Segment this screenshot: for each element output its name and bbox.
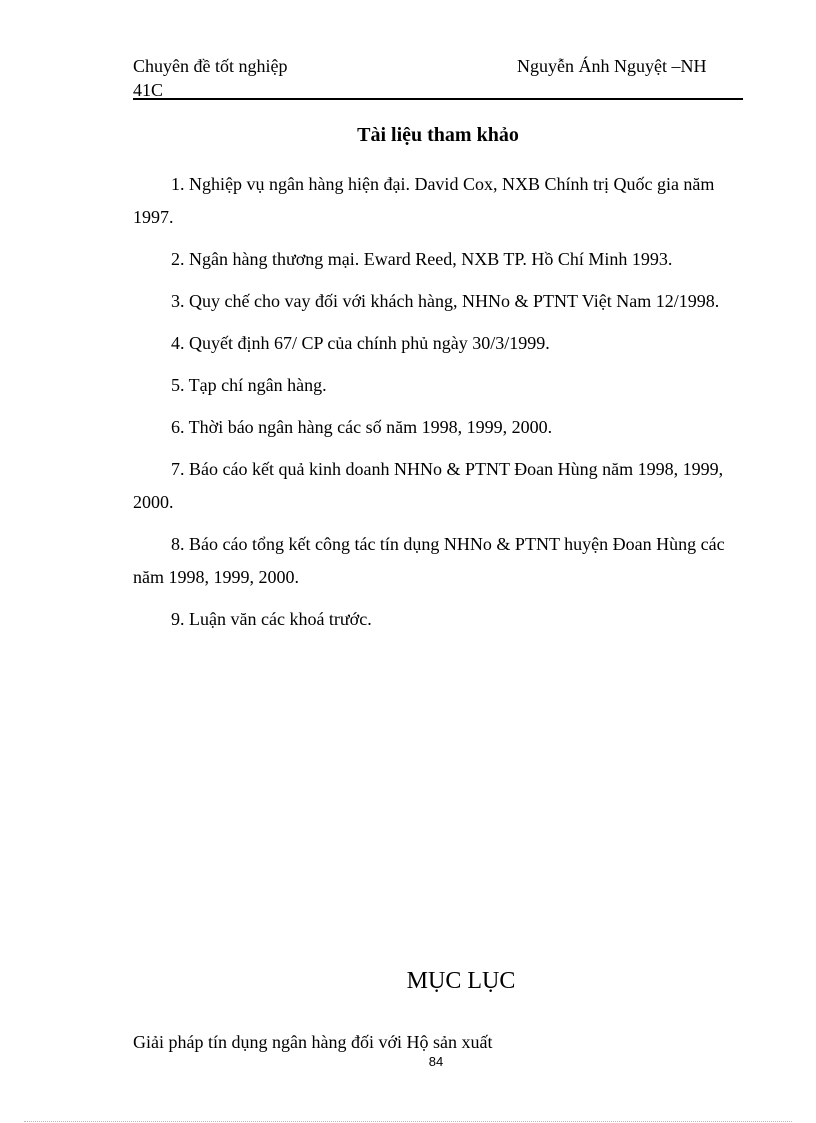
reference-item: 4. Quyết định 67/ CP của chính phủ ngày 30/3/1999. [171,333,550,353]
reference-item: 5. Tạp chí ngân hàng. [171,375,327,395]
reference-item: 8. Báo cáo tổng kết công tác tín dụng NHNo & PTNT huyện Đoan Hùng các năm 1998, 1999, 2000. [133,534,725,587]
page-edge-divider [24,1121,792,1122]
reference-item: 2. Ngân hàng thương mại. Eward Reed, NXB TP. Hồ Chí Minh 1993. [171,249,673,269]
reference-item: 9. Luận văn các khoá trước. [171,609,372,629]
header-class-label: 41C [133,80,164,100]
header-thesis-label: Chuyên đề tốt nghiệp [133,56,288,76]
reference-item: 1. Nghiệp vụ ngân hàng hiện đại. David Cox, NXB Chính trị Quốc gia năm 1997. [133,174,715,227]
reference-item: 3. Quy chế cho vay đối với khách hàng, NHNo & PTNT Việt Nam 12/1998. [171,291,720,311]
reference-item: 7. Báo cáo kết quả kinh doanh NHNo & PTNT Đoan Hùng năm 1998, 1999, 2000. [133,459,724,512]
header-divider [133,98,743,100]
toc-title: MỤC LỤC [406,968,516,994]
page-number: 84 [428,1054,444,1069]
references-title: Tài liệu tham khảo [357,124,519,146]
reference-item: 6. Thời báo ngân hàng các số năm 1998, 1999, 2000. [171,417,553,437]
header-author: Nguyễn Ánh Nguyệt –NH [517,56,707,76]
references-list [133,168,743,645]
header-left [133,54,287,102]
toc-entry: Giải pháp tín dụng ngân hàng đối với Hộ sản xuất [133,1032,493,1052]
